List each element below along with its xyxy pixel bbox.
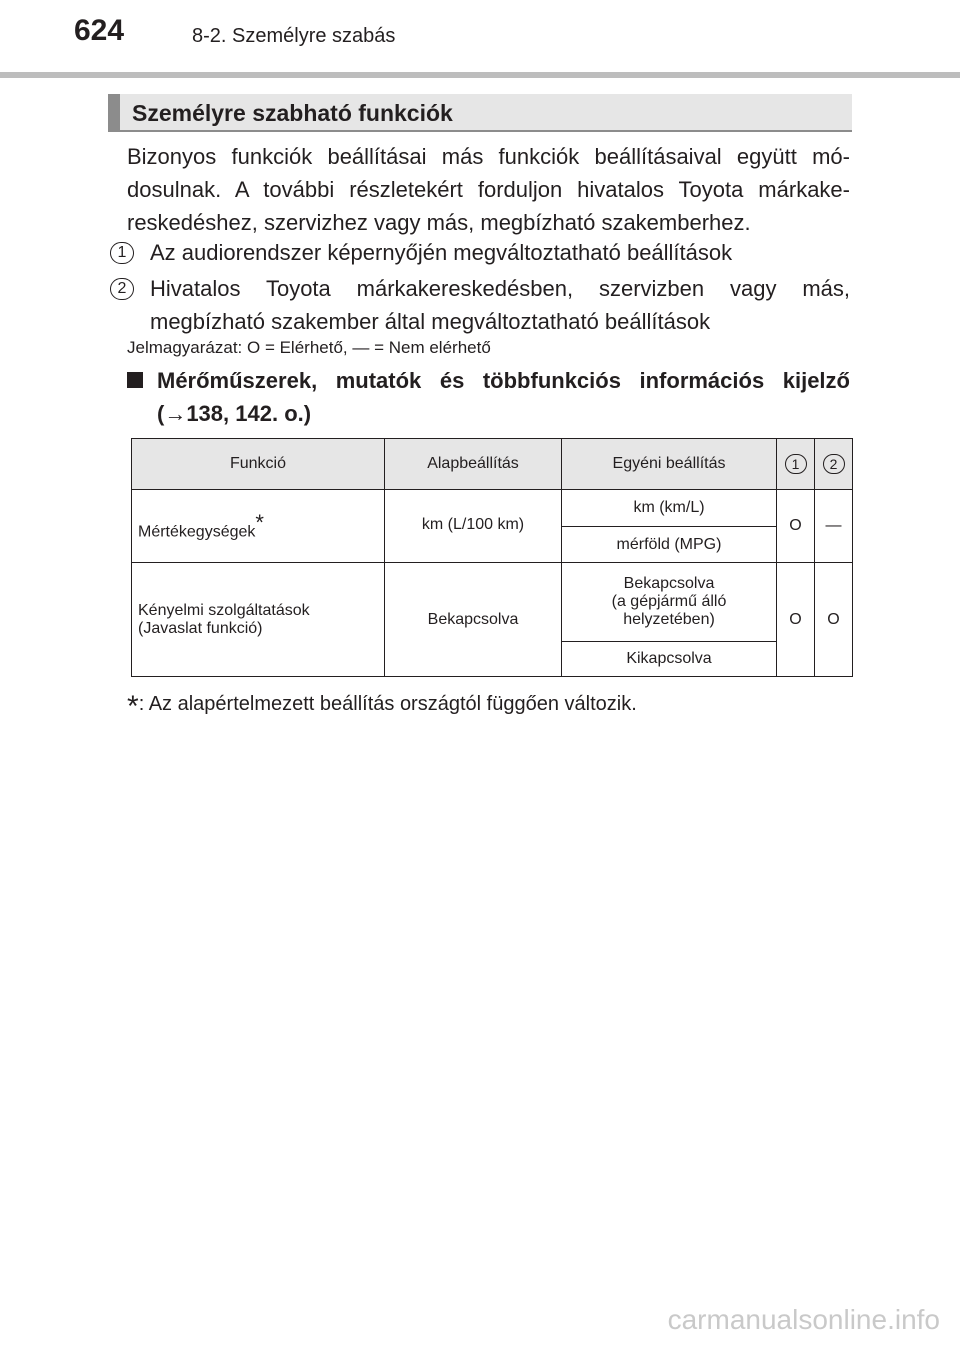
- settings-table: [131, 438, 853, 677]
- cell-default: km (L/100 km): [385, 490, 562, 563]
- header-function: Funkció: [132, 439, 385, 490]
- section-heading-box: [108, 94, 852, 132]
- legend-text: Jelmagyarázat: O = Elérhető, — = Nem elérhető: [127, 338, 491, 357]
- cell-custom-option: [562, 563, 777, 642]
- table-row: [132, 490, 853, 527]
- function-label: (Javaslat funkció): [138, 619, 263, 637]
- page-header: [0, 0, 960, 80]
- header-rule: [0, 72, 960, 78]
- asterisk: *: [255, 510, 264, 536]
- custom-option-line: Bekapcsolva: [623, 575, 715, 592]
- watermark: carmanualsonline.info: [667, 1304, 940, 1335]
- number-badge-1: 1: [785, 454, 807, 474]
- bullet-square-icon: [127, 372, 143, 388]
- cell-custom-option: mérföld (MPG): [562, 527, 777, 563]
- section-title: Személyre szabható funkciók: [132, 100, 453, 126]
- cell-availability-1: O: [777, 563, 815, 677]
- cell-custom-option: Kikapcsolva: [562, 642, 777, 677]
- page-number: 624: [74, 14, 125, 47]
- cell-availability-2: —: [815, 490, 853, 563]
- function-label: Kényelmi szolgáltatások: [138, 601, 310, 619]
- table-row: [132, 563, 853, 642]
- number-badge-1: 1: [110, 242, 134, 264]
- cell-default: Bekapcsolva: [385, 563, 562, 677]
- custom-option-line: (a gépjármű álló: [611, 593, 727, 610]
- header-custom: Egyéni beállítás: [562, 439, 777, 490]
- table-header-row: [132, 439, 853, 490]
- cell-function: [132, 563, 385, 677]
- footnote-text: : Az alapértelmezett beállítás országtól függően változik.: [138, 693, 637, 715]
- footnote: [127, 690, 637, 724]
- subheading-text: Mérőműszerek, mutatók és többfunkciós információs kijelző (→138, 142. o.): [157, 368, 850, 426]
- header-default: Alapbeállítás: [385, 439, 562, 490]
- header-col1: [777, 439, 815, 490]
- running-head: 8-2. Személyre szabás: [192, 25, 396, 47]
- numbered-item-text: Hivatalos Toyota márkakereskedésben, szervizben vagy más, megbízható szakember által megváltoztatható beállítások: [150, 276, 850, 334]
- number-badge-2: 2: [110, 278, 134, 300]
- header-col2: [815, 439, 853, 490]
- function-label: Mértékegységek: [138, 523, 256, 541]
- numbered-item-text: Az audiorendszer képernyőjén megváltoztatható beállítások: [150, 240, 733, 265]
- cell-availability-2: O: [815, 563, 853, 677]
- number-badge-2: 2: [823, 454, 845, 474]
- asterisk: *: [127, 690, 139, 723]
- cell-function: [132, 490, 385, 563]
- custom-option-line: helyzetében): [623, 611, 715, 628]
- cell-availability-1: O: [777, 490, 815, 563]
- cell-custom-option: km (km/L): [562, 490, 777, 527]
- intro-paragraph: Bizonyos funkciók beállításai más funkciók beállításaival együtt mó-dosulnak. A további részletekért forduljon hivatalos Toyota márkake-reskedéshez, szervizhez vagy más, megbízható szakemberhez.: [127, 144, 850, 235]
